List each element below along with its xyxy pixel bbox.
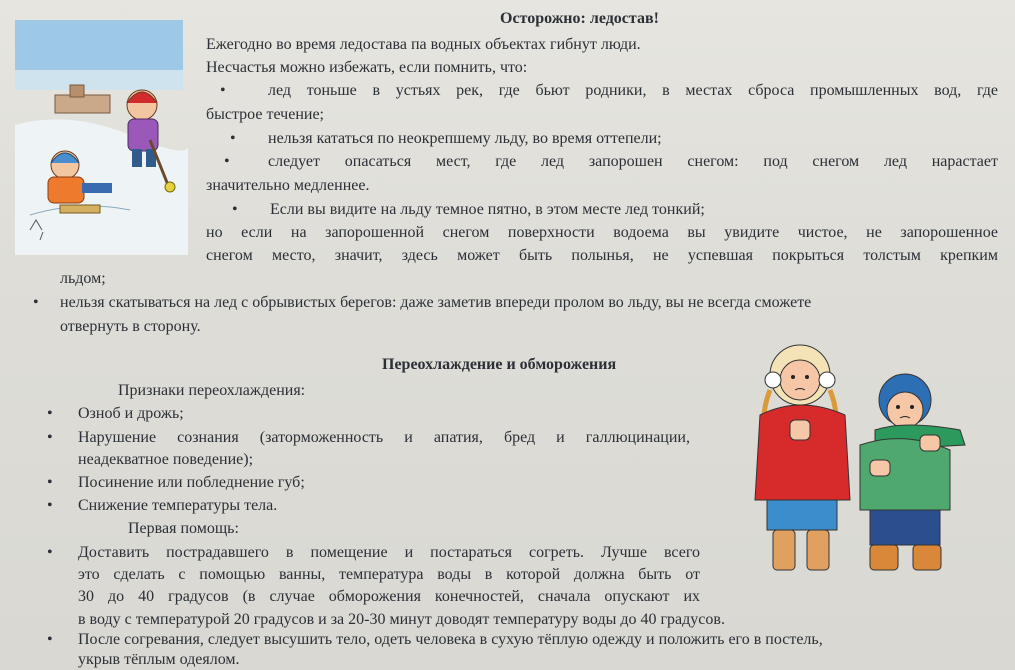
- aid-item-1-line-4: в воду с температурой 20 градусов и за 20-30 минут доводят температуру воды до 40 градусов.: [78, 611, 725, 628]
- list-item-3-line-2: значительно медленнее.: [206, 177, 370, 194]
- children-on-ice-illustration-icon: [10, 15, 190, 255]
- aid-item-2-line-1: После согревания, следует высушить тело, одеть человека в сухую тёплую одежду и положить его в постель,: [78, 631, 823, 648]
- sign-item-2-line-2: неадекватное поведение);: [78, 451, 254, 468]
- bullet-icon: •: [47, 631, 53, 648]
- sign-item-2-line-1: Нарушение сознания (заторможенность и апатия, бред и галлюцинации,: [78, 429, 690, 446]
- aid-heading: Первая помощь:: [128, 520, 239, 537]
- section2-title: Переохлаждение и обморожения: [382, 356, 617, 373]
- paragraph-line-3: льдом;: [60, 270, 106, 287]
- sign-item-1: Озноб и дрожь;: [78, 405, 184, 422]
- aid-item-1-line-1: Доставить пострадавшего в помещение и постараться согреть. Лучше всего: [78, 544, 700, 561]
- bullet-icon: •: [47, 497, 53, 514]
- cold-children-illustration-icon: [735, 335, 980, 585]
- bullet-icon: •: [220, 82, 226, 99]
- bullet-icon: •: [47, 544, 53, 561]
- list-item-4: Если вы видите на льду темное пятно, в этом месте лед тонкий;: [270, 201, 705, 218]
- list-item-3-line-1: следует опасаться мест, где лед запорошен снегом: под снегом лед нарастает: [268, 153, 998, 170]
- aid-item-1-line-3: 30 до 40 градусов (в случае обморожения конечностей, сначала опускают их: [78, 588, 700, 605]
- bullet-icon: •: [224, 153, 230, 170]
- list-item-5-line-1: нельзя скатываться на лед с обрывистых берегов: даже заметив впереди пролом во льду, вы не всегда сможете: [60, 294, 812, 311]
- list-item-2: нельзя кататься по неокрепшему льду, во время оттепели;: [268, 130, 662, 147]
- list-item-1-line-1: лед тоньше в устьях рек, где бьют родники, в местах сброса промышленных вод, где: [268, 82, 998, 99]
- intro-line-2: Несчастья можно избежать, если помнить, что:: [206, 59, 528, 76]
- sign-item-3: Посинение или побледнение губ;: [78, 474, 305, 491]
- list-item-1-line-2: быстрое течение;: [206, 106, 324, 123]
- bullet-icon: •: [47, 429, 53, 446]
- paragraph-line-1: но если на запорошенной снегом поверхности водоема вы увидите чистое, не запорошенное: [206, 224, 998, 241]
- bullet-icon: •: [47, 405, 53, 422]
- paragraph-line-2: снегом место, значит, здесь может быть полынья, не успевшая покрыться толстым крепким: [206, 247, 998, 264]
- bullet-icon: •: [230, 130, 236, 147]
- bullet-icon: •: [33, 294, 39, 311]
- aid-item-1-line-2: это сделать с помощью ванны, температура воды в которой должна быть от: [78, 566, 700, 583]
- aid-item-2-line-2: укрыв тёплым одеялом.: [78, 651, 240, 668]
- list-item-5-line-2: отвернуть в сторону.: [60, 318, 201, 335]
- bullet-icon: •: [232, 201, 238, 218]
- section1-title: Осторожно: ледостав!: [500, 10, 659, 27]
- bullet-icon: •: [47, 474, 53, 491]
- sign-item-4: Снижение температуры тела.: [78, 497, 278, 514]
- intro-line-1: Ежегодно во время ледостава па водных объектах гибнут люди.: [206, 36, 641, 53]
- signs-heading: Признаки переохлаждения:: [118, 382, 306, 399]
